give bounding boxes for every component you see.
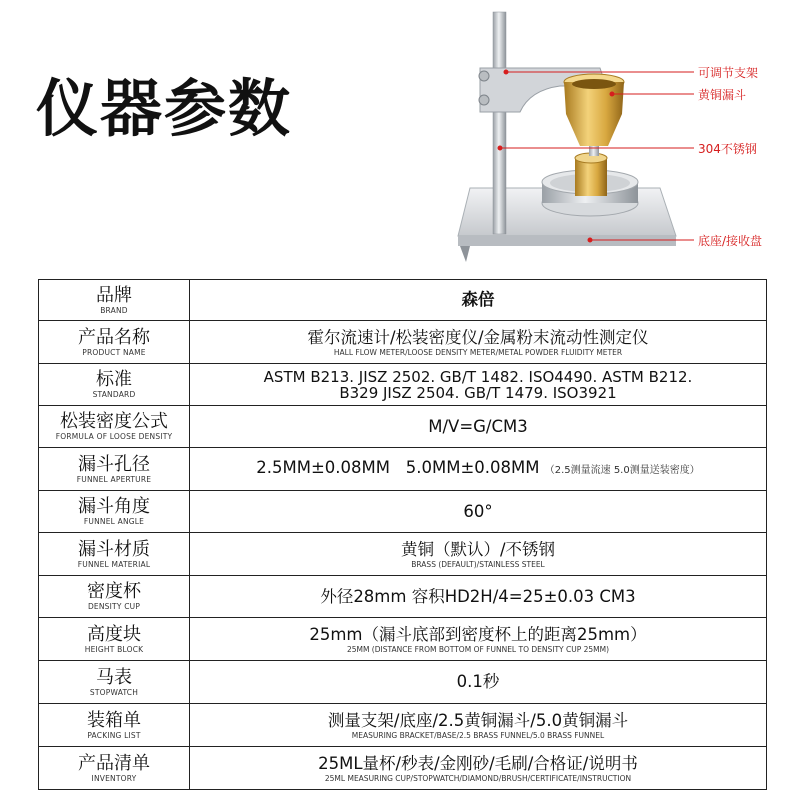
- row-label-en: FORMULA OF LOOSE DENSITY: [55, 432, 173, 441]
- density-cup: [575, 158, 607, 196]
- callout-base: 底座/接收盘: [698, 234, 763, 248]
- row-value-line2: B329 JISZ 2504. GB/T 1479. ISO3921: [339, 383, 617, 402]
- row-label: 松装密度公式: [60, 411, 168, 432]
- row-label-en: DENSITY CUP: [87, 602, 141, 611]
- row-label: 标准: [96, 369, 132, 390]
- table-row: [39, 491, 767, 533]
- row-value-en: 25ML MEASURING CUP/STOPWATCH/DIAMOND/BRUSH/CERTIFICATE/INSTRUCTION: [324, 773, 632, 783]
- spec-table: [38, 279, 767, 790]
- row-label-en: HEIGHT BLOCK: [84, 644, 144, 654]
- row-value: M/V=G/CM3: [428, 416, 528, 436]
- page-title: 仪器参数: [36, 72, 293, 145]
- row-value-line1: ASTM B213. JISZ 2502. GB/T 1482. ISO4490. ASTM B212.: [263, 367, 693, 386]
- row-label: 高度块: [87, 623, 141, 645]
- table-row: [39, 448, 767, 491]
- brass-funnel: [564, 82, 624, 146]
- row-value-en: MEASURING BRACKET/BASE/2.5 BRASS FUNNEL/5.0 BRASS FUNNEL: [351, 730, 605, 740]
- steel-pillar: [493, 12, 506, 234]
- row-value: 测量支架/底座/2.5黄铜漏斗/5.0黄铜漏斗: [327, 710, 629, 730]
- row-label: 产品名称: [78, 326, 150, 348]
- row-value: 60°: [463, 501, 493, 521]
- row-label: 漏斗角度: [78, 496, 150, 517]
- row-label: 马表: [96, 666, 132, 688]
- row-value: 2.5MM±0.08MM 5.0MM±0.08MM: [256, 457, 540, 477]
- row-label: 品牌: [96, 284, 132, 306]
- row-value-en: HALL FLOW METER/LOOSE DENSITY METER/METAL POWDER FLUIDITY METER: [333, 347, 623, 357]
- row-value: 25mm（漏斗底部到密度杯上的距离25mm）: [309, 624, 647, 644]
- row-label-en: STOPWATCH: [89, 687, 139, 697]
- row-label: 漏斗孔径: [78, 453, 150, 475]
- table-row: [39, 747, 767, 790]
- row-value-en: BRASS (DEFAULT)/STAINLESS STEEL: [411, 559, 545, 569]
- row-value-en: 25MM (DISTANCE FROM BOTTOM OF FUNNEL TO DENSITY CUP 25MM): [346, 644, 610, 654]
- table-row: [39, 280, 767, 321]
- table-row: [39, 364, 767, 406]
- row-label: 密度杯: [87, 581, 141, 602]
- row-label-en: BRAND: [100, 305, 128, 315]
- row-value: 25ML量杯/秒表/金刚砂/毛刷/合格证/说明书: [318, 753, 638, 773]
- table-row: [39, 661, 767, 704]
- row-label: 漏斗材质: [78, 538, 150, 560]
- row-value: 森倍: [461, 290, 495, 309]
- table-row: [39, 533, 767, 576]
- row-label-en: PACKING LIST: [87, 730, 141, 740]
- row-value: 黄铜（默认）/不锈钢: [400, 539, 556, 559]
- table-row: [39, 406, 767, 448]
- row-label-en: FUNNEL MATERIAL: [77, 559, 151, 569]
- callout-bracket: 可调节支架: [698, 66, 759, 80]
- table-row: [39, 704, 767, 747]
- row-note: （2.5测量流速 5.0测量送装密度）: [544, 464, 700, 476]
- row-label-en: STANDARD: [92, 390, 136, 399]
- row-label: 装箱单: [87, 709, 141, 731]
- row-value: 霍尔流速计/松装密度仪/金属粉末流动性测定仪: [307, 327, 649, 347]
- row-label-en: PRODUCT NAME: [82, 347, 146, 357]
- row-value: 外径28mm 容积HD2H/4=25±0.03 CM3: [320, 586, 636, 606]
- row-value: 0.1秒: [456, 672, 500, 691]
- table-row: [39, 618, 767, 661]
- row-label-en: INVENTORY: [91, 773, 137, 783]
- row-label-en: FUNNEL APERTURE: [76, 474, 152, 484]
- callout-steel: 304不锈钢: [698, 142, 757, 156]
- table-row: [39, 321, 767, 364]
- row-label-en: FUNNEL ANGLE: [83, 517, 145, 526]
- row-label: 产品清单: [78, 752, 150, 774]
- table-row: [39, 576, 767, 618]
- callout-funnel: 黄铜漏斗: [698, 88, 747, 102]
